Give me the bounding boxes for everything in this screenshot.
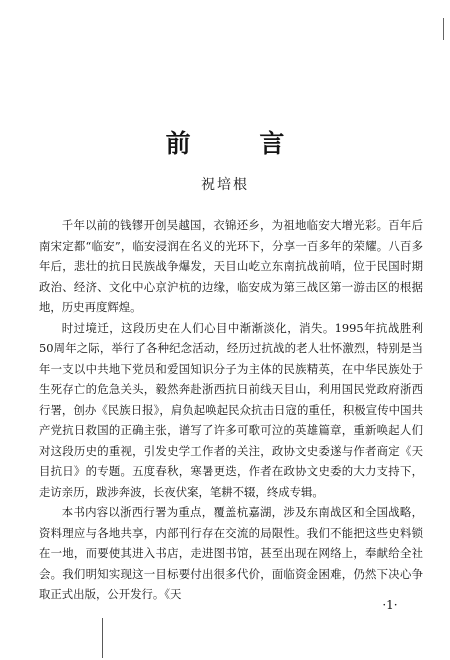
body-text xyxy=(39,215,423,605)
paragraph: 千年以前的钱镠开创吴越国，衣锦还乡，为祖地临安大增光彩。百年后南宋定都“临安”，临安浸润在名义的光环下，分享一百多年的荣耀。八百多年后，悲壮的抗日民族战争爆发，天目山屹立东南抗战前哨，位于民国时期政治、经济、文化中心京沪杭的边缘，临安成为第三战区第一游击区的根据地，历史再度辉煌。 xyxy=(39,218,423,314)
paragraph: 本书内容以浙西行署为重点，覆盖杭嘉湖，涉及东南战区和全国战略，资料理应与各地共享，内部刊行存在交流的局限性。我们不能把这些史料锁在一地，而要使其进入书店，走进图书馆，甚至出现在网络上，奉献给全社会。我们明知实现这一目标要付出很多代价，面临资金困难，仍然下决心争取正式出版，公开发行。《天 xyxy=(39,505,423,601)
paragraph: 时过境迁，这段历史在人们心目中渐渐淡化，消失。1995年抗战胜利50周年之际，举行了各种纪念活动，经历过抗战的老人壮怀激烈，特别是当年一支以中共地下党员和爱国知识分子为主体的民族精英，在中华民族处于生死存亡的危急关头，毅然奔赴浙西抗日前线天目山，利用国民党政府浙西行署，创办《民族日报》，肩负起唤起民众抗击日寇的重任，积极宣传中国共产党抗日救国的正确主张，谱写了许多可歌可泣的英雄篇章，重新唤起人们对这段历史的重视，引发史学工作者的关注，政协文史委遂与作者商定《天目抗日》的专题。五度春秋，寒暑更迭，作者在政协文史委的大力支持下，走访亲历，跋涉奔波，长夜伏案，笔耕不辍，终成专辑。 xyxy=(39,320,423,499)
author-name: 祝培根 xyxy=(201,177,249,193)
scan-artifact-line xyxy=(102,618,103,658)
page-number: ·1· xyxy=(382,598,398,612)
page-title: 前 言 xyxy=(165,128,315,158)
scan-artifact-line xyxy=(443,18,444,40)
